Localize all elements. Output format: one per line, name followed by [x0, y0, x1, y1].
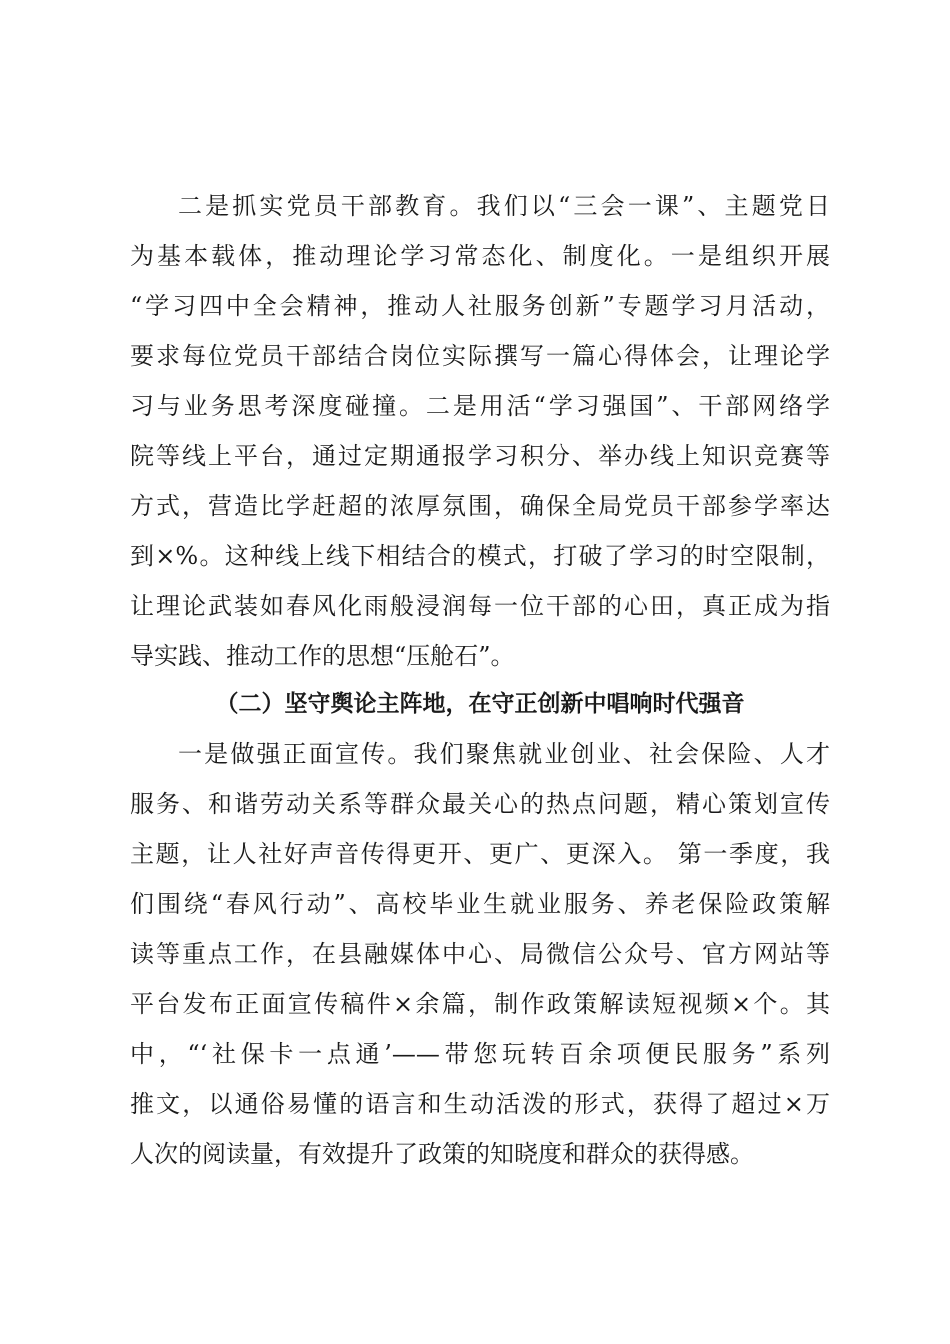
paragraph-line: “学习四中全会精神，推动人社服务创新”专题学习月活动， [130, 292, 830, 320]
paragraph-line: 为基本载体，推动理论学习常态化、制度化。一是组织开展 [130, 242, 830, 270]
paragraph-line: 主题，让人社好声音传得更开、更广、更深入。 第一季度，我 [130, 840, 830, 868]
paragraph-line: 一是做强正面宣传。我们聚焦就业创业、社会保险、人才 [178, 740, 830, 768]
paragraph-line: 让理论武装如春风化雨般浸润每一位干部的心田，真正成为指 [130, 592, 830, 620]
paragraph-line: 中，“‘社保卡一点通’——带您玩转百余项便民服务”系列 [130, 1040, 830, 1068]
paragraph-line: 平台发布正面宣传稿件×余篇，制作政策解读短视频×个。其 [130, 990, 830, 1018]
paragraph-line: 方式，营造比学赶超的浓厚氛围，确保全局党员干部参学率达 [130, 492, 830, 520]
paragraph-line: 习与业务思考深度碰撞。二是用活“学习强国”、干部网络学 [130, 392, 830, 420]
section-heading: （二）坚守舆论主阵地，在守正创新中唱响时代强音 [215, 691, 745, 717]
paragraph-line: 人次的阅读量，有效提升了政策的知晓度和群众的获得感。 [130, 1140, 754, 1168]
paragraph-line: 要求每位党员干部结合岗位实际撰写一篇心得体会，让理论学 [130, 342, 830, 370]
paragraph-line: 二是抓实党员干部教育。我们以“三会一课”、主题党日 [178, 192, 830, 220]
paragraph-line: 们围绕“春风行动”、高校毕业生就业服务、养老保险政策解 [130, 890, 830, 918]
paragraph-line: 读等重点工作，在县融媒体中心、局微信公众号、官方网站等 [130, 940, 830, 968]
paragraph-line: 到×%。这种线上线下相结合的模式，打破了学习的时空限制， [130, 542, 830, 570]
paragraph-line: 服务、和谐劳动关系等群众最关心的热点问题，精心策划宣传 [130, 790, 830, 818]
paragraph-line: 导实践、推动工作的思想“压舱石”。 [130, 642, 515, 670]
paragraph-line: 推文，以通俗易懂的语言和生动活泼的形式，获得了超过×万 [130, 1090, 830, 1118]
paragraph-line: 院等线上平台，通过定期通报学习积分、举办线上知识竞赛等 [130, 442, 830, 470]
